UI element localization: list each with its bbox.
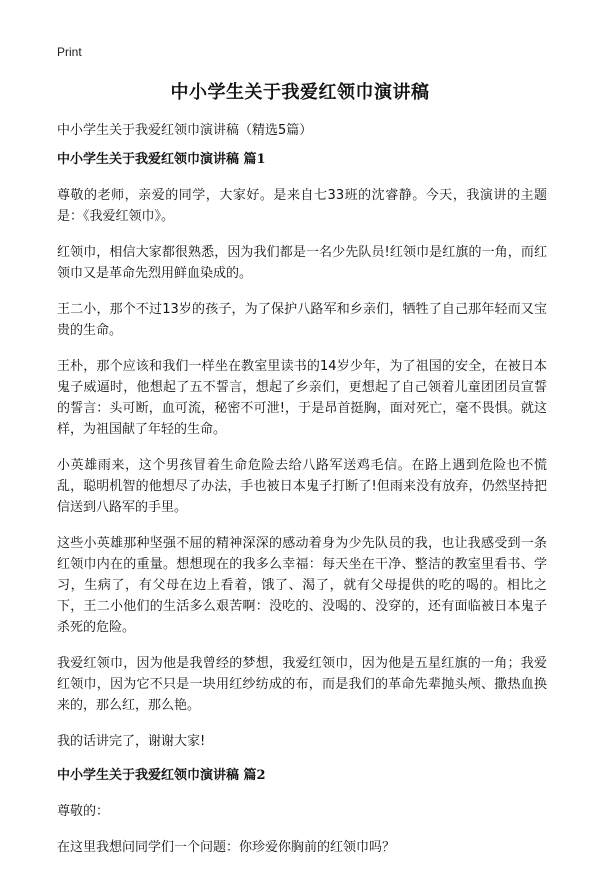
paragraph: 王朴，那个应该和我们一样坐在教室里读书的14岁少年，为了祖国的安全，在被日本鬼子威逼时，他想起了五不誓言，想起了乡亲们，更想起了自己领着儿童团团员宣誓的誓言：头可断，血可流，秘密不可泄!，于是昂首挺胸，面对死亡，毫不畏惧。就这样，为祖国献了年轻的生命。: [57, 359, 547, 437]
document-subtitle: 中小学生关于我爱红领巾演讲稿（精选5篇）: [57, 123, 313, 138]
paragraph: 小英雄雨来，这个男孩冒着生命危险去给八路军送鸡毛信。在路上遇到危险也不慌乱，聪明机智的他想尽了办法，手也被日本鬼子打断了!但雨来没有放弃，仍然坚持把信送到八路军的手里。: [57, 458, 547, 515]
paragraph: 尊敬的：: [57, 804, 110, 819]
page-title: 中小学生关于我爱红领巾演讲稿: [170, 82, 430, 103]
paragraph: 尊敬的老师，亲爱的同学，大家好。是来自七33班的沈睿静。今天，我演讲的主题是：《我爱红领巾》。: [57, 188, 547, 224]
paragraph: 在这里我想问同学们一个问题：你珍爱你胸前的红领巾吗？: [57, 840, 396, 855]
document-body: [57, 151, 547, 873]
section-heading-2: 中小学生关于我爱红领巾演讲稿 篇2: [57, 768, 266, 783]
paragraph: 王二小，那个不过13岁的孩子，为了保护八路军和乡亲们，牺牲了自己那年轻而又宝贵的生命。: [57, 302, 547, 338]
paragraph: 红领巾，相信大家都很熟悉，因为我们都是一名少先队员!红领巾是红旗的一角，而红领巾又是革命先烈用鲜血染成的。: [57, 245, 547, 281]
paragraph: 这些小英雄那种坚强不屈的精神深深的感动着身为少先队员的我，也让我感受到一条红领巾内在的重量。想想现在的我多么幸福：每天坐在干净、整洁的教室里看书、学习，生病了，有父母在边上看着，饿了、渴了，就有父母提供的吃的喝的。相比之下，王二小他们的生活多么艰苦啊：没吃的、没喝的、没穿的，还有面临被日本鬼子杀死的危险。: [57, 536, 547, 635]
section-heading-1: 中小学生关于我爱红领巾演讲稿 篇1: [57, 152, 266, 167]
paragraph: 我爱红领巾，因为他是我曾经的梦想，我爱红领巾，因为他是五星红旗的一角；我爱红领巾，因为它不只是一块用红纱纺成的布，而是我们的革命先辈抛头颅、撒热血换来的，那么红，那么艳。: [57, 656, 547, 713]
print-link[interactable]: Print: [57, 45, 82, 59]
paragraph: 我的话讲完了，谢谢大家!: [57, 734, 206, 749]
